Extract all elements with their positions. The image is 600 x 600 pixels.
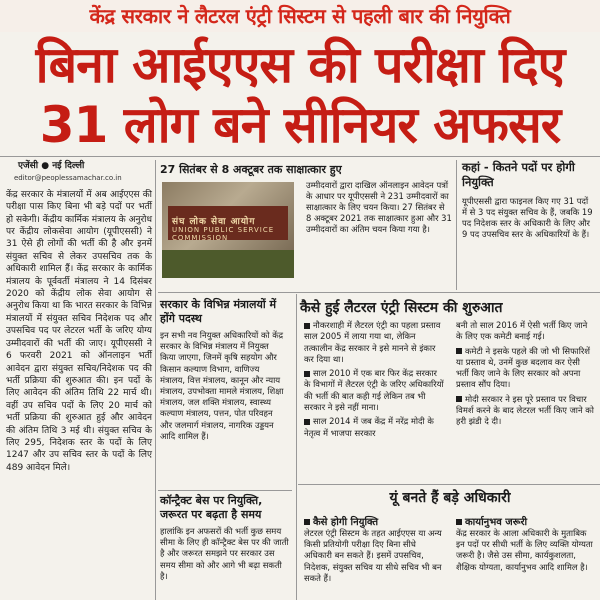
bullet-icon bbox=[304, 323, 310, 329]
bullet-item: साल 2014 में जब केंद्र में नरेंद्र मोदी के नेतृत्व में भाजपा सरकार bbox=[304, 416, 434, 438]
divider bbox=[158, 292, 600, 293]
bullet-item: साल 2010 में एक बार फिर केंद्र सरकार के विभागों में लैटरल एंट्री के जरिए अधिकारियों की भर्ती की बात कही गई लेकिन तब भी सरकार ने इसे नहीं माना। bbox=[304, 368, 444, 413]
column-divider bbox=[296, 294, 297, 600]
byline: एजेंसी ● नई दिल्ली bbox=[18, 161, 85, 171]
lateral-bullets-left bbox=[304, 320, 444, 442]
experience-heading: कार्यानुभव जरूरी bbox=[456, 514, 594, 528]
interview-text: उम्मीदवारों द्वारा दाखिल ऑनलाइन आवेदन पत्रों के आधार पर यूपीएससी ने 231 उम्मीदवारों का साक्षात्कार के लिए चयन किया। 27 सितंबर से 8 अक्टूबर 2021 तक साक्षात्कार हुआ और 31 उम्मीदवारों का अंतिम चयन किया गया है। bbox=[306, 180, 452, 234]
bullet-icon bbox=[304, 419, 310, 425]
bullet-icon bbox=[304, 371, 310, 377]
ministries-heading: सरकार के विभिन्न मंत्रालयों में होंगे पदस्थ bbox=[160, 298, 277, 325]
left-column-text: केंद्र सरकार के मंत्रालयों में अब आईएएस की परीक्षा पास किए बिना भी बड़े पदों पर भर्ती हो सकेगी। केंद्रीय कार्मिक मंत्रालय के अनुरोध पर केंद्रीय लोकसेवा आयोग (यूपीएससी) ने 31 ऐसे ही लोगों की भर्ती की है और इनमें संयुक्त सचिव से लेकर उपसचिव तक के अधिकारी शामिल हैं। केंद्र सरकार के कार्मिक मंत्रालय के पूर्ववर्ती मंत्रालय ने 14 दिसंबर 2020 को केंद्रीय लोक सेवा आयोग से अनुरोध किया था कि भारत सरकार के विभिन्न मंत्रालयों में संयुक्त सचिव निदेशक पद और उपसचिव पद पर लेटरल भर्ती के जरिए योग्य उम्मीदवारों की भर्ती की जाए। यूपीएससी ने 6 फरवरी 2021 को ऑनलाइन भर्ती आवेदन द्वारा संयुक्त सचिव/निदेशक पद की भर्ती प्रक्रिया की शुरुआत की। इन पदों के लिए आवेदन की अंतिम तिथि 22 मार्च थी। वहीं उप सचिव पदों के लिए 20 मार्च को भर्ती प्रक्रिया की शुरुआत हुई और आवेदन की अंतिम तिथि 3 मई थी। संयुक्त सचिव के लिए 295, निदेशक स्तर के पदों के लिए 1247 और उप सचिव स्तर के पदों के लिए 489 आवेदन मिले। bbox=[6, 189, 152, 473]
lateral-entry-heading: कैसे हुई लैटरल एंट्री सिस्टम की शुरुआत bbox=[300, 300, 503, 316]
bullet-item: बनी तो साल 2016 में ऐसी भर्ती किए जाने के लिए एक कमेटी बनाई गई। bbox=[456, 320, 588, 342]
bullet-item: कमेटी ने इसके पहले की जो भी सिफारिशें या प्रस्ताव थे, उनमें कुछ बदलाव कर ऐसी भर्ती किए जाने के लिए सरकार को अपना प्रस्ताव सौंप दिया। bbox=[456, 345, 590, 390]
ministries-text: इन सभी नव नियुक्त अधिकारियों को केंद्र सरकार के विभिन्न मंत्रालय में नियुक्त किया जाएगा, जिनमें कृषि सहयोग और किसान कल्याण विभाग, वाणिज्य मंत्रालय, वित्त मंत्रालय, कानून और न्याय मंत्रालय, उपभोक्ता मामले मंत्रालय, शिक्षा मंत्रालय, जल शक्ति मंत्रालय, स्वास्थ्य कल्याण मंत्रालय, पत्तन, पोत परिवहन और जलमार्ग मंत्रालय, नागरिक उड्डयन आदि शामिल हैं। bbox=[160, 330, 284, 441]
bullet-icon bbox=[456, 519, 462, 525]
divider bbox=[158, 490, 292, 491]
column-divider bbox=[155, 160, 156, 600]
contract-heading: कॉन्ट्रैक्ट बेस पर नियुक्ति, जरूरत पर बढ़ता है समय bbox=[160, 494, 263, 521]
photo-sign-hindi: संघ लोक सेवा आयोग bbox=[172, 217, 256, 227]
bullet-icon bbox=[456, 348, 462, 354]
divider bbox=[0, 156, 600, 157]
column-divider bbox=[456, 160, 457, 290]
divider bbox=[298, 484, 600, 485]
selection-heading: कैसे होगी नियुक्ति bbox=[304, 514, 444, 528]
bullet-item: मोदी सरकार ने इस पूरे प्रस्ताव पर विचार विमर्श करने के बाद लेटरल भर्ती किए जाने को हरी झंडी दे दी। bbox=[456, 393, 594, 427]
officer-heading: यूं बनते हैं बड़े अधिकारी bbox=[389, 490, 511, 506]
upsc-building-photo bbox=[162, 182, 294, 278]
kicker-headline: केंद्र सरकार ने लैटरल एंट्री सिस्टम से पहली बार की नियुक्ति bbox=[0, 0, 600, 32]
main-headline-line-2: 31 लोग बने सीनियर अफसर bbox=[39, 96, 561, 154]
photo-heading: 27 सितंबर से 8 अक्टूबर तक साक्षात्कार हुए bbox=[160, 163, 342, 176]
selection-text: लेटरल एंट्री सिस्टम के तहत आईएएस या अन्य किसी प्रतियोगी परीक्षा दिए बिना सीधे अधिकारी बन सकते हैं। इसमें उपसचिव, निदेशक, संयुक्त सचिव या सीधे सचिव भी बन सकते हैं। bbox=[304, 528, 442, 583]
left-column bbox=[6, 160, 152, 600]
side-text: यूपीएससी द्वारा फाइनल किए गए 31 पदों में से 3 पद संयुक्त सचिव के हैं, जबकि 19 पद निदेशक स्तर के अधिकारी के लिए और 9 पद उपसचिव स्तर के अधिकारियों के हैं। bbox=[462, 196, 593, 239]
main-headline-line-1: बिना आईएएस की परीक्षा दिए bbox=[35, 36, 565, 94]
side-heading: कहां - कितने पदों पर होगी नियुक्ति bbox=[462, 160, 575, 189]
byline-email: editor@peoplessamachar.co.in bbox=[14, 174, 122, 183]
photo-sign-english: UNION PUBLIC SERVICE COMMISSION bbox=[172, 226, 275, 242]
contract-text: हालांकि इन अफसरों की भर्ती कुछ समय सीमा के लिए ही कॉन्ट्रैक्ट बेस पर की जाती है और जरूरत समझने पर सरकार उस समय सीमा को और आगे भी बढ़ा सकती है। bbox=[160, 526, 289, 581]
bullet-icon bbox=[456, 396, 462, 402]
bullet-item: नौकरशाही में लैटरल एंट्री का पहला प्रस्ताव साल 2005 में लाया गया था, लेकिन तत्कालीन केंद्र सरकार ने इसे मानने से इंकार कर दिया था। bbox=[304, 320, 441, 364]
experience-text: केंद्र सरकार के आला अधिकारी के मुताबिक इन पदों पर सीधी भर्ती के लिए व्यक्ति योग्यता जरूरी है। जैसे उस सीमा, कार्यकुशलता, शैक्षिक योग्यता, कार्यानुभव आदि शामिल है। bbox=[456, 528, 593, 572]
lateral-bullets-right bbox=[456, 320, 594, 431]
bullet-icon bbox=[304, 519, 310, 525]
